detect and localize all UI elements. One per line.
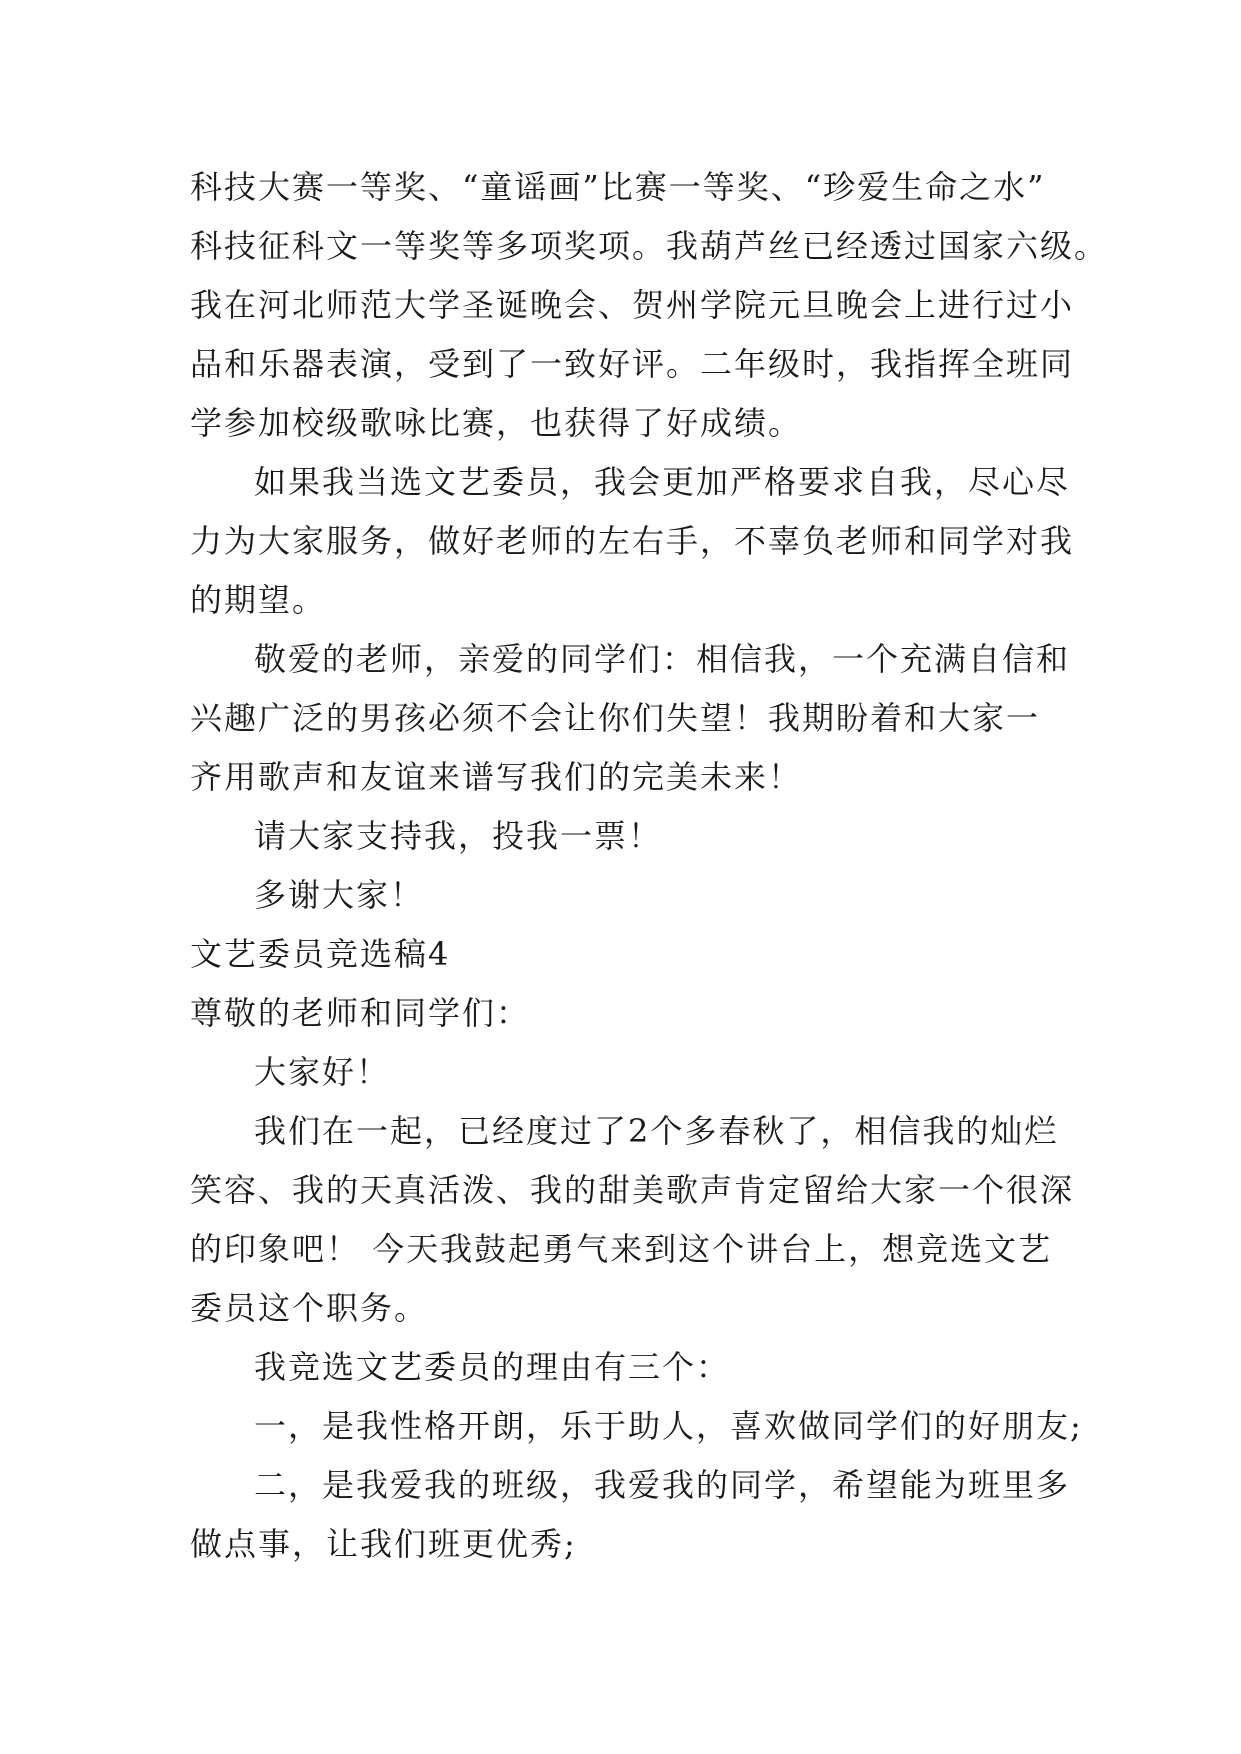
paragraph-start: 敬爱的老师，亲爱的同学们：相信我，一个充满自信和 (254, 640, 1071, 678)
list-item-reason-1: 一，是我性格开朗，乐于助人，喜欢做同学们的好朋友; (254, 1407, 1083, 1445)
paragraph-start: 多谢大家！ (254, 876, 425, 914)
body-line: 科技大赛一等奖、“童谣画”比赛一等奖、“珍爱生命之水” (190, 168, 1046, 206)
body-line: 笑容、我的天真活泼、我的甜美歌声肯定留给大家一个很深 (190, 1171, 1075, 1209)
body-line: 我在河北师范大学圣诞晚会、贺州学院元旦晚会上进行过小 (190, 286, 1075, 324)
body-line: 科技征科文一等奖等多项奖项。我葫芦丝已经透过国家六级。 (190, 227, 1109, 265)
document-body (190, 158, 1109, 1574)
body-line: 品和乐器表演，受到了一致好评。二年级时，我指挥全班同 (190, 345, 1075, 383)
body-line: 学参加校级歌咏比赛，也获得了好成绩。 (190, 404, 803, 442)
body-line: 做点事，让我们班更优秀; (190, 1525, 577, 1563)
greeting: 大家好！ (254, 1053, 391, 1091)
section-title: 文艺委员竞选稿4 (190, 935, 451, 973)
list-item-reason-2: 二，是我爱我的班级，我爱我的同学，希望能为班里多 (254, 1466, 1071, 1504)
body-line: 的期望。 (190, 581, 327, 619)
body-line: 委员这个职务。 (190, 1289, 429, 1327)
body-line: 齐用歌声和友谊来谱写我们的完美未来！ (190, 758, 803, 796)
body-line: 力为大家服务，做好老师的左右手，不辜负老师和同学对我 (190, 522, 1075, 560)
body-line: 的印象吧！ 今天我鼓起勇气来到这个讲台上，想竞选文艺 (190, 1230, 1053, 1268)
paragraph-start: 请大家支持我，投我一票！ (254, 817, 663, 855)
body-line: 兴趣广泛的男孩必须不会让你们失望！我期盼着和大家一 (190, 699, 1041, 737)
paragraph-start: 我们在一起，已经度过了2个多春秋了，相信我的灿烂 (254, 1112, 1059, 1150)
paragraph-start: 如果我当选文艺委员，我会更加严格要求自我，尽心尽 (254, 463, 1071, 501)
salutation: 尊敬的老师和同学们： (190, 994, 531, 1032)
paragraph-start: 我竞选文艺委员的理由有三个： (254, 1348, 731, 1386)
